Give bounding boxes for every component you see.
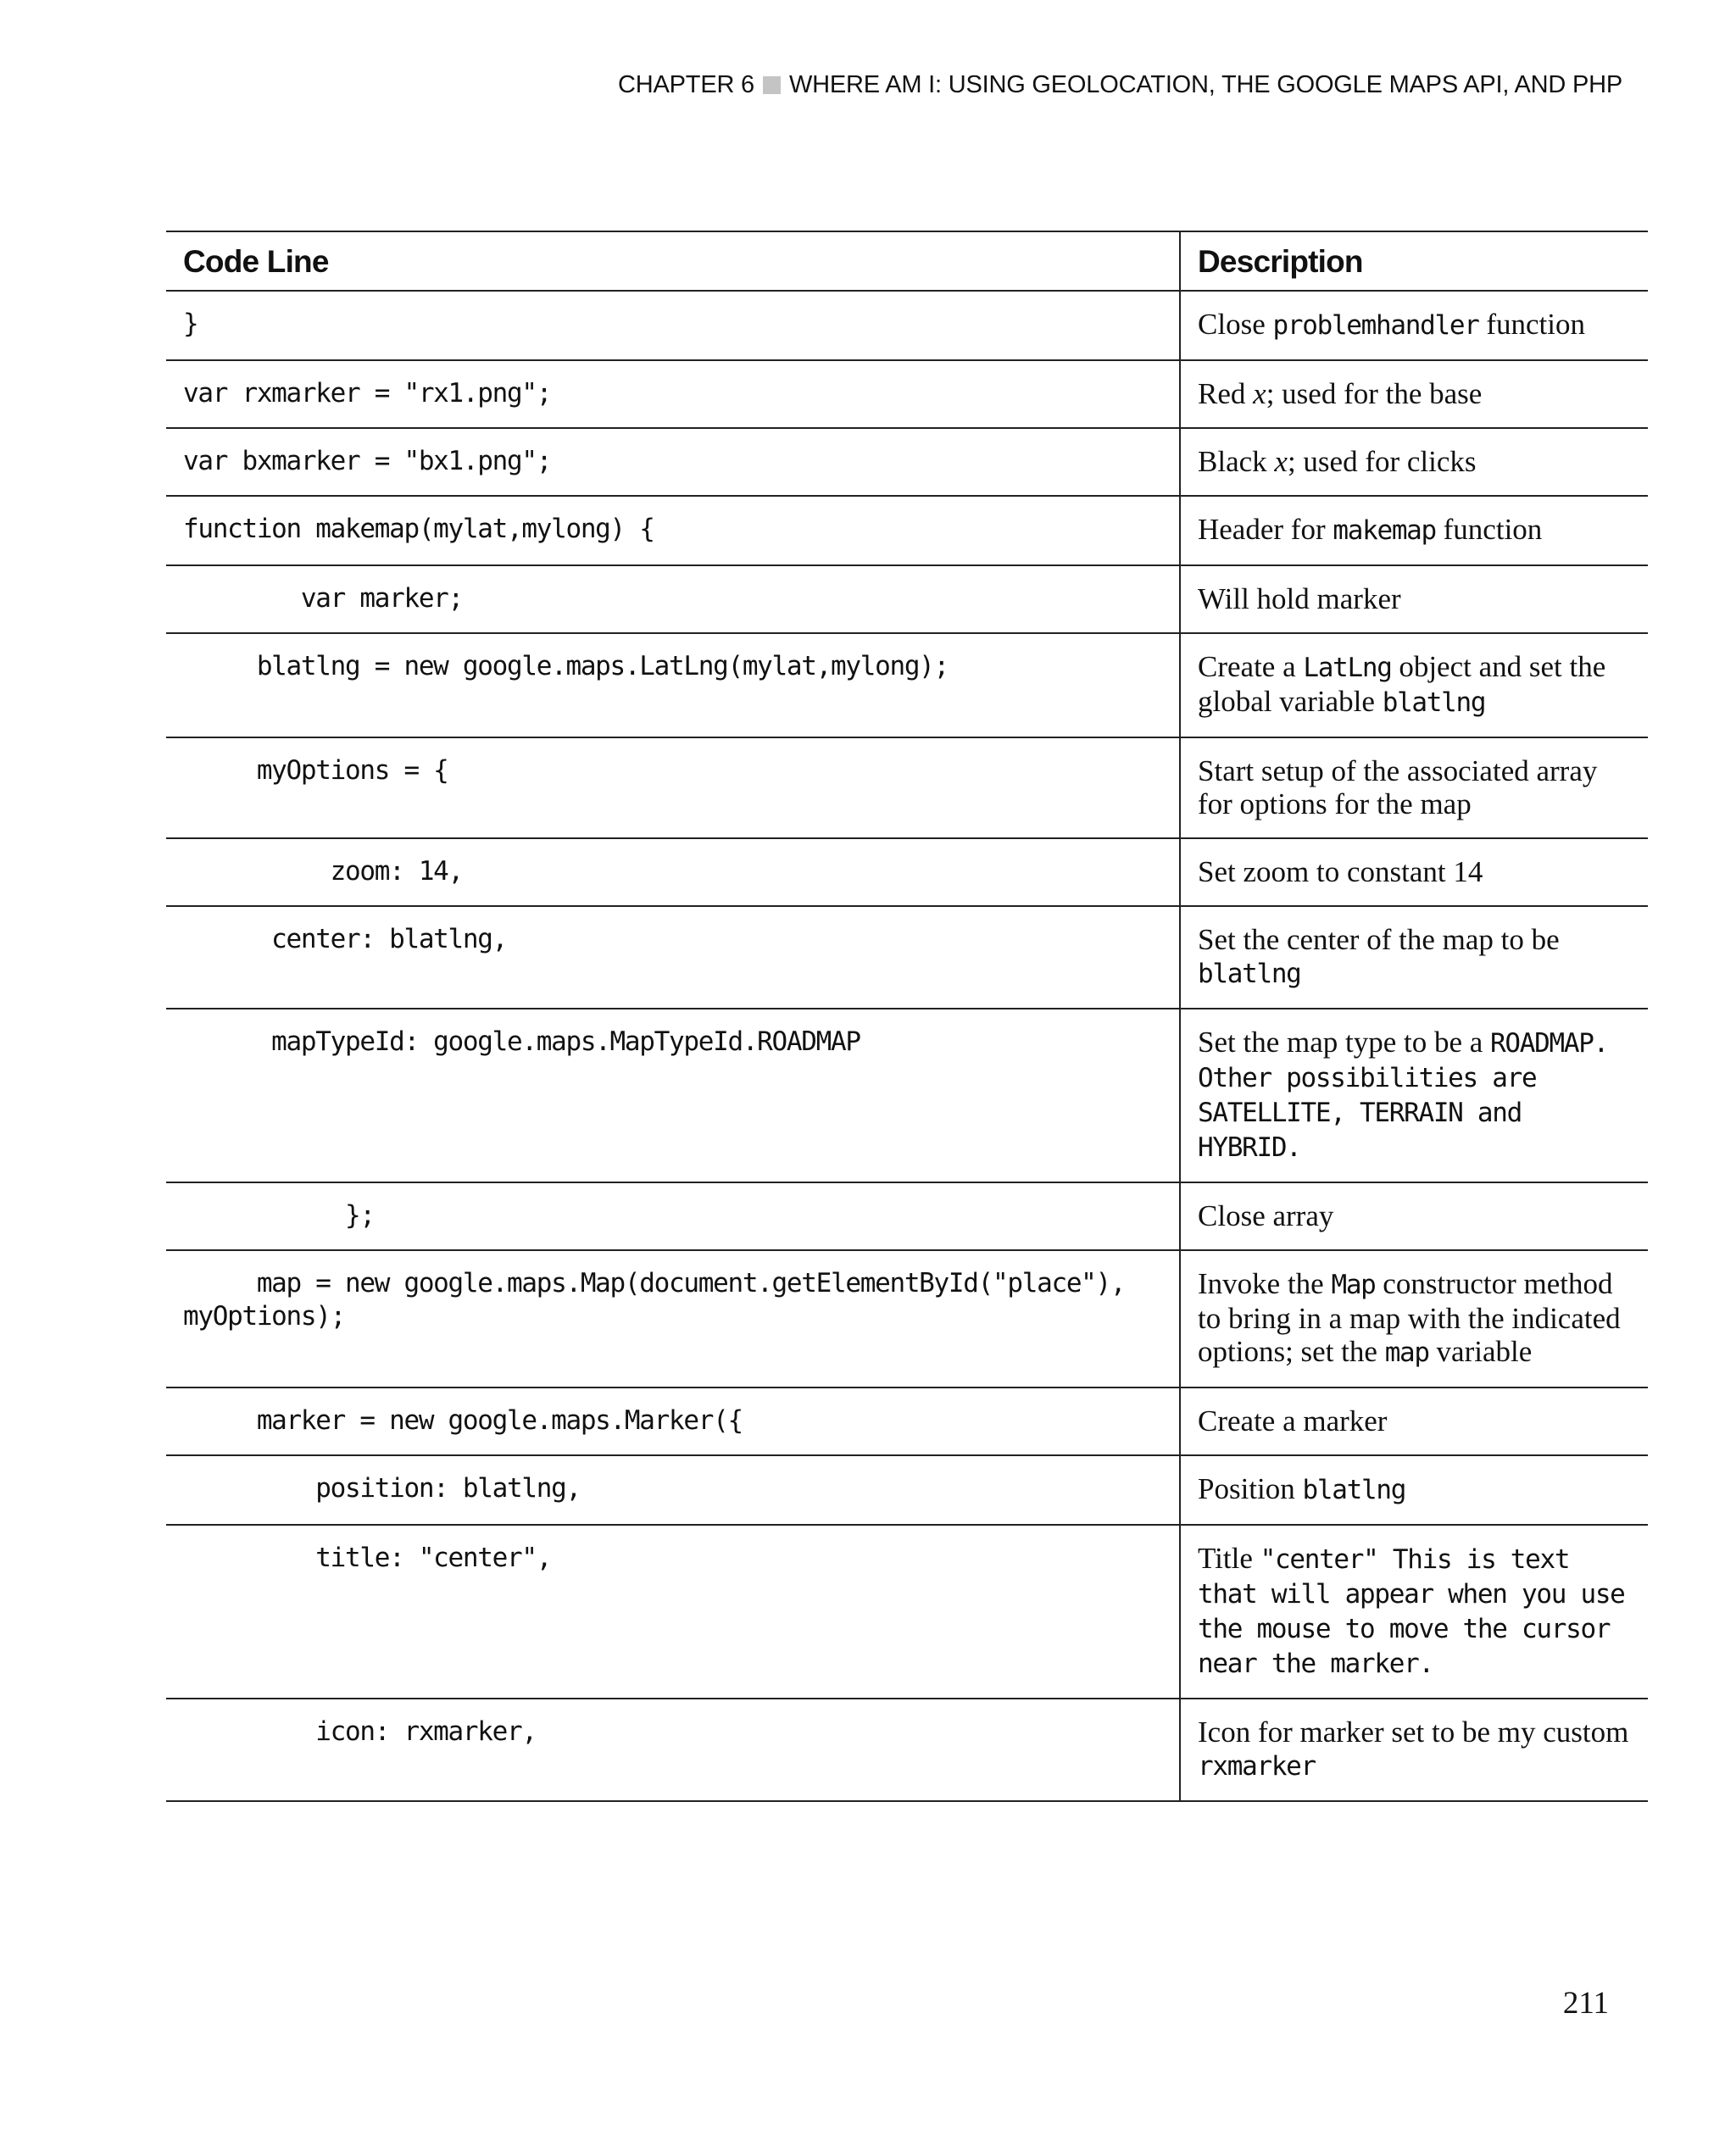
description-fragment: ; used for clicks [1287, 445, 1477, 478]
description-cell [1180, 1525, 1648, 1699]
description-fragment: function [1478, 308, 1585, 341]
table-header-row [166, 231, 1648, 291]
code-line-cell [166, 906, 1180, 1009]
description-text [1198, 308, 1631, 342]
code-inline: map [1384, 1337, 1429, 1368]
description-fragment: Icon for marker set to be my custom [1198, 1716, 1629, 1749]
code-line-text: var marker; [183, 583, 463, 614]
description-text [1198, 1026, 1631, 1165]
chapter-label: CHAPTER 6 [618, 71, 754, 98]
code-line-cell [166, 1009, 1180, 1182]
description-fragment: Close array [1198, 1199, 1334, 1232]
description-text [1198, 855, 1631, 888]
table-row [166, 291, 1648, 360]
description-text [1198, 754, 1631, 820]
code-line-text: zoom: 14, [183, 856, 463, 887]
description-fragment: Position [1198, 1472, 1303, 1505]
code-inline: blatlng [1198, 959, 1301, 989]
code-line-cell [166, 428, 1180, 496]
description-text [1198, 513, 1631, 548]
chapter-title: WHERE AM I: USING GEOLOCATION, THE GOOGLE MAPS API, AND PHP [789, 71, 1622, 98]
table-row [166, 1009, 1648, 1182]
description-fragment: x [1253, 377, 1266, 410]
code-line-cell [166, 496, 1180, 565]
description-fragment: constructor method to bring in a map with the indicated options; set the [1198, 1267, 1621, 1368]
description-cell [1180, 1250, 1648, 1387]
code-line-cell [166, 737, 1180, 838]
description-text [1198, 1472, 1631, 1507]
description-text [1198, 923, 1631, 991]
code-line-text: map = new google.maps.Map(document.getElementById("place"), myOptions); [183, 1268, 1126, 1332]
description-fragment: Create a marker [1198, 1404, 1388, 1438]
code-line-text: function makemap(mylat,mylong) { [183, 514, 654, 544]
description-cell [1180, 1182, 1648, 1250]
code-line-text: center: blatlng, [183, 924, 507, 954]
code-line-cell [166, 565, 1180, 633]
description-fragment: Will hold marker [1198, 582, 1401, 615]
description-cell [1180, 633, 1648, 737]
table-row [166, 1455, 1648, 1525]
table-row [166, 1250, 1648, 1387]
code-line-cell [166, 1525, 1180, 1699]
table-row [166, 1525, 1648, 1699]
description-cell [1180, 360, 1648, 428]
code-inline: Map [1331, 1270, 1376, 1300]
table-row [166, 1387, 1648, 1455]
description-cell [1180, 291, 1648, 360]
code-line-text: var bxmarker = "bx1.png"; [183, 446, 552, 476]
code-line-text: blatlng = new google.maps.LatLng(mylat,mylong); [183, 651, 949, 681]
table-row [166, 360, 1648, 428]
description-header: Description [1180, 231, 1648, 291]
running-head [618, 71, 1622, 99]
description-fragment: Header for [1198, 513, 1333, 546]
code-line-text: } [183, 309, 198, 339]
code-line-cell [166, 1699, 1180, 1801]
table-row [166, 496, 1648, 565]
description-cell [1180, 838, 1648, 906]
code-line-cell [166, 1182, 1180, 1250]
description-text [1198, 1267, 1631, 1370]
table-row [166, 906, 1648, 1009]
description-cell [1180, 1699, 1648, 1801]
description-cell [1180, 428, 1648, 496]
code-line-text: var rxmarker = "rx1.png"; [183, 378, 552, 409]
code-line-header: Code Line [183, 244, 329, 279]
description-cell [1180, 906, 1648, 1009]
description-fragment: object and set the global variable [1198, 650, 1606, 718]
description-text [1198, 1542, 1631, 1681]
code-line-text: marker = new google.maps.Marker({ [183, 1405, 743, 1436]
code-line-text: icon: rxmarker, [183, 1716, 537, 1747]
page-number: 211 [1562, 1986, 1609, 2021]
code-line-cell [166, 838, 1180, 906]
code-line-cell [166, 291, 1180, 360]
description-text [1198, 1716, 1631, 1783]
description-text [1198, 377, 1631, 410]
description-fragment: Set the map type to be a [1198, 1026, 1491, 1059]
code-inline: makemap [1333, 515, 1436, 546]
code-inline: LatLng [1303, 653, 1392, 683]
description-text [1198, 1404, 1631, 1438]
code-line-cell [166, 633, 1180, 737]
table-row [166, 565, 1648, 633]
table-row [166, 1182, 1648, 1250]
description-fragment: Red [1198, 377, 1254, 410]
code-line-text: mapTypeId: google.maps.MapTypeId.ROADMAP [183, 1026, 860, 1057]
code-line-text: }; [183, 1200, 375, 1231]
description-fragment: Set zoom to constant 14 [1198, 855, 1483, 888]
code-line-cell [166, 360, 1180, 428]
description-fragment: Create a [1198, 650, 1304, 683]
description-cell [1180, 496, 1648, 565]
description-cell [1180, 565, 1648, 633]
table-row [166, 633, 1648, 737]
code-line-cell [166, 1250, 1180, 1387]
description-fragment: Invoke the [1198, 1267, 1332, 1300]
description-fragment: function [1435, 513, 1543, 546]
code-line-text: myOptions = { [183, 755, 448, 786]
description-fragment: variable [1428, 1335, 1533, 1368]
description-fragment: Start setup of the associated array for options for the map [1198, 754, 1598, 820]
description-fragment: Set the center of the map to be [1198, 923, 1560, 956]
description-fragment: x [1274, 445, 1288, 478]
code-inline: "center" This is text that will appear when you use the mouse to move the cursor near the marker. [1198, 1544, 1625, 1679]
table-row [166, 838, 1648, 906]
separator-square-icon [763, 76, 781, 94]
code-description-table [166, 231, 1648, 1802]
table-row [166, 737, 1648, 838]
description-cell [1180, 737, 1648, 838]
description-text [1198, 582, 1631, 615]
description-fragment: Close [1198, 308, 1273, 341]
code-inline: ROADMAP. Other possibilities are SATELLITE, TERRAIN and HYBRID. [1198, 1028, 1608, 1163]
code-inline: problemhandler [1272, 310, 1479, 341]
description-fragment: Black [1198, 445, 1275, 478]
code-inline: blatlng [1302, 1475, 1406, 1505]
code-line-cell [166, 1387, 1180, 1455]
description-fragment: Title [1198, 1542, 1260, 1575]
description-fragment: ; used for the base [1266, 377, 1483, 410]
code-inline: blatlng [1382, 687, 1486, 718]
description-cell [1180, 1009, 1648, 1182]
table-row [166, 428, 1648, 496]
description-cell [1180, 1387, 1648, 1455]
description-text [1198, 445, 1631, 478]
code-inline: rxmarker [1198, 1751, 1316, 1782]
code-line-text: position: blatlng, [183, 1473, 581, 1504]
description-text [1198, 650, 1631, 720]
description-text [1198, 1199, 1631, 1232]
code-line-text: title: "center", [183, 1543, 552, 1573]
table-row [166, 1699, 1648, 1801]
code-line-cell [166, 1455, 1180, 1525]
description-cell [1180, 1455, 1648, 1525]
